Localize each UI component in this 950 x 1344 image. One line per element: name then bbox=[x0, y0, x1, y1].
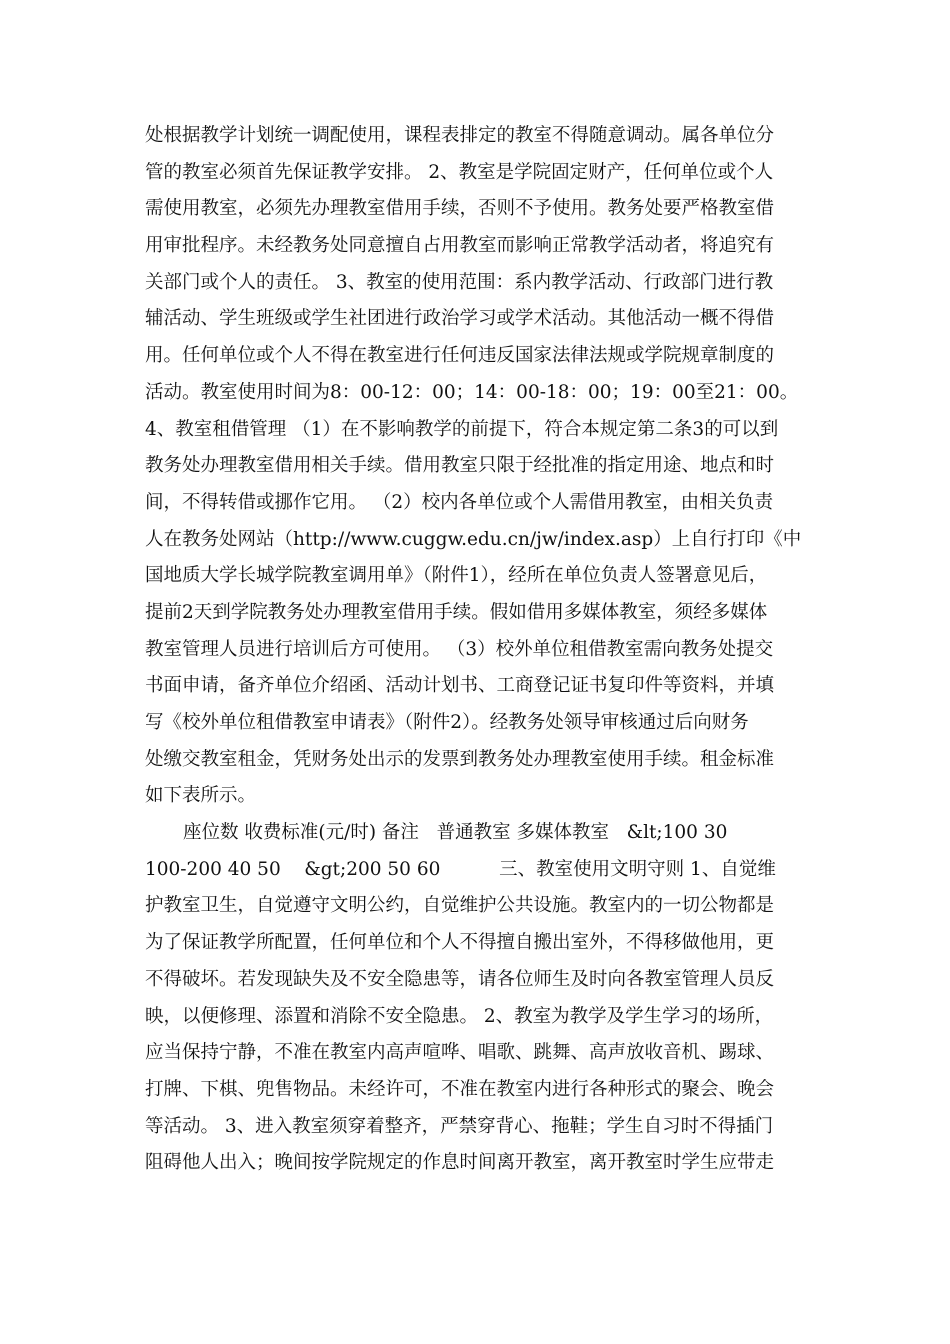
text-line: 不得破坏。若发现缺失及不安全隐患等，请各位师生及时向各教室管理人员反 bbox=[145, 968, 775, 990]
text-line: 映，以便修理、添置和消除不安全隐患。 2、教室为教学及学生学习的场所， bbox=[145, 1005, 774, 1027]
text-line: 如下表所示。 bbox=[145, 785, 257, 807]
text-line: 处缴交教室租金，凭财务处出示的发票到教务处办理教室使用手续。租金标准 bbox=[145, 748, 775, 770]
text-line: 用。任何单位或个人不得在教室进行任何违反国家法律法规或学院规章制度的 bbox=[145, 345, 775, 367]
text-line: 处根据教学计划统一调配使用，课程表排定的教室不得随意调动。属各单位分 bbox=[145, 125, 775, 146]
text-line: 打牌、下棋、兜售物品。未经许可，不准在教室内进行各种形式的聚会、晚会 bbox=[145, 1078, 775, 1100]
text-line: 护教室卫生，自觉遵守文明公约，自觉维护公共设施。教室内的一切公物都是 bbox=[145, 895, 775, 917]
document-body bbox=[145, 118, 815, 1182]
text-line: 教务处办理教室借用相关手续。借用教室只限于经批准的指定用途、地点和时 bbox=[145, 455, 775, 477]
text-line: 关部门或个人的责任。 3、教室的使用范围：系内教学活动、行政部门进行教 bbox=[145, 271, 774, 293]
text-line: 4、教室租借管理 （1）在不影响教学的前提下，符合本规定第二条3的可以到 bbox=[145, 418, 779, 440]
text-line: 写《校外单位租借教室申请表》（附件2）。经教务处领导审核通过后向财务 bbox=[145, 712, 749, 733]
text-line: 书面申请，备齐单位介绍函、活动计划书、工商登记证书复印件等资料，并填 bbox=[145, 675, 775, 697]
text-line: 需使用教室，必须先办理教室借用手续，否则不予使用。教务处要严格教室借 bbox=[145, 198, 775, 220]
table-text-line: 座位数 收费标准(元/时) 备注 普通教室 多媒体教室 &lt;100 30 bbox=[183, 822, 728, 844]
text-line: 辅活动、学生班级或学生社团进行政治学习或学术活动。其他活动一概不得借 bbox=[145, 308, 775, 330]
table-text-line: 100-200 40 50 &gt;200 50 60 三、教室使用文明守则 1、自觉维 bbox=[145, 858, 776, 880]
text-line: 阻碍他人出入；晚间按学院规定的作息时间离开教室，离开教室时学生应带走 bbox=[145, 1152, 775, 1174]
text-line: 等活动。 3、进入教室须穿着整齐，严禁穿背心、拖鞋；学生自习时不得插门 bbox=[145, 1115, 774, 1137]
text-line: 活动。教室使用时间为8：00-12：00；14：00-18：00；19：00至21：00。 bbox=[145, 381, 799, 403]
text-line: 提前2天到学院教务处办理教室借用手续。假如借用多媒体教室，须经多媒体 bbox=[145, 601, 768, 623]
text-line: 国地质大学长城学院教室调用单》（附件1），经所在单位负责人签署意见后， bbox=[145, 565, 768, 587]
text-line: 间，不得转借或挪作它用。 （2）校内各单位或个人需借用教室，由相关负责 bbox=[145, 491, 774, 513]
text-line: 人在教务处网站（http://www.cuggw.edu.cn/jw/index.asp）上自行打印《中 bbox=[145, 528, 802, 550]
text-line: 为了保证教学所配置，任何单位和个人不得擅自搬出室外，不得移做他用，更 bbox=[145, 932, 775, 954]
text-line: 教室管理人员进行培训后方可使用。 （3）校外单位租借教室需向教务处提交 bbox=[145, 638, 774, 660]
text-line: 用审批程序。未经教务处同意擅自占用教室而影响正常教学活动者，将追究有 bbox=[145, 235, 775, 257]
text-line: 管的教室必须首先保证教学安排。 2、教室是学院固定财产，任何单位或个人 bbox=[145, 161, 774, 183]
text-line: 应当保持宁静，不准在教室内高声喧哗、唱歌、跳舞、高声放收音机、踢球、 bbox=[145, 1042, 775, 1064]
